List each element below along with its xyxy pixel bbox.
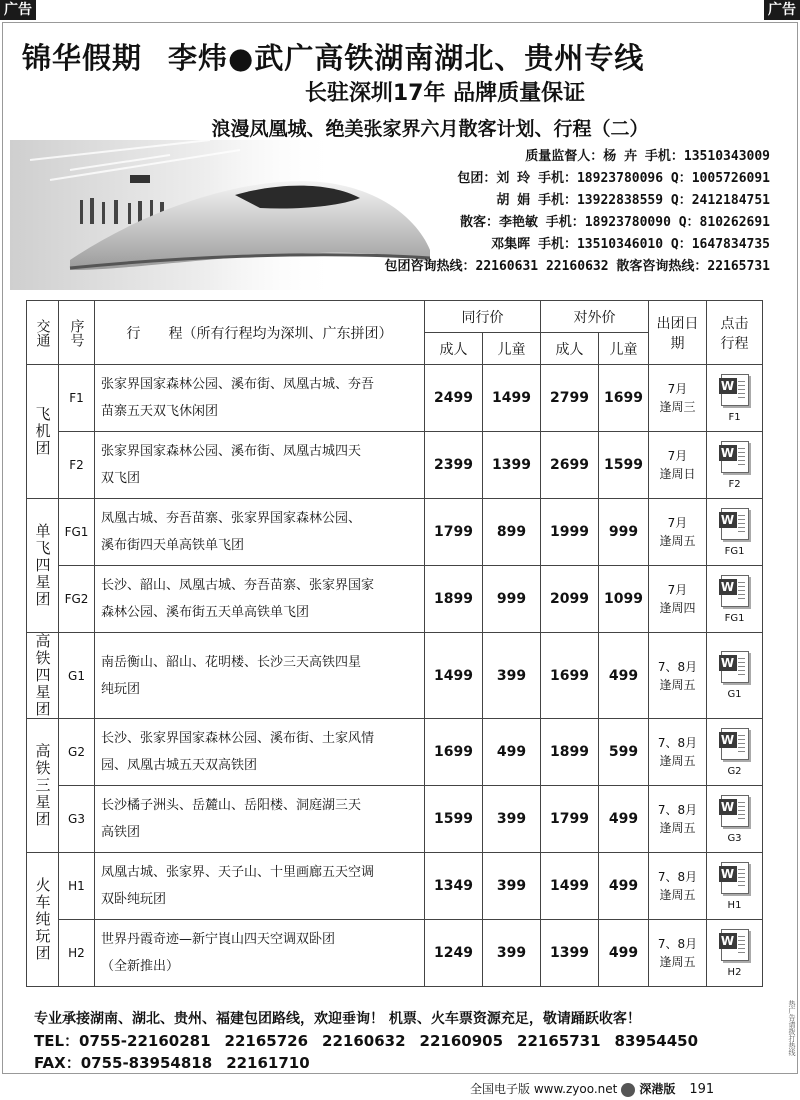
doc-lines xyxy=(738,869,745,887)
transport-mode: 飞机团 xyxy=(27,365,59,499)
route-line: 森林公园、溪布街五天单高铁单飞团 xyxy=(101,605,310,620)
departure-date xyxy=(649,853,707,920)
word-w-glyph: W xyxy=(719,655,737,671)
slogan: 长驻深圳17年 品牌质量保证 xyxy=(304,81,586,106)
peer-adult-price: 2499 xyxy=(425,365,483,432)
transport-mode: 高铁四星团 xyxy=(27,633,59,719)
public-child-price: 999 xyxy=(599,499,649,566)
departure-date xyxy=(649,566,707,633)
route-line: 苗寨五天双飞休闲团 xyxy=(101,404,219,419)
peer-adult-price: 1499 xyxy=(425,633,483,719)
table-row xyxy=(27,786,763,853)
public-child-price: 1099 xyxy=(599,566,649,633)
peer-child-price: 499 xyxy=(483,719,541,786)
public-adult-price: 1699 xyxy=(541,633,599,719)
date-line: 7月 xyxy=(667,449,688,463)
date-line: 7月 xyxy=(667,516,688,530)
route-line: 园、凤凰古城五天双高铁团 xyxy=(101,758,258,773)
itinerary-file-label[interactable]: H1 xyxy=(727,899,742,911)
doc-lines xyxy=(738,802,745,820)
date-line: 逢周五 xyxy=(659,754,696,768)
route-line: 凤凰古城、夯吾苗寨、张家界国家森林公园、 xyxy=(101,511,362,526)
doc-lines xyxy=(738,515,745,533)
peer-adult-price: 1899 xyxy=(425,566,483,633)
public-child-price: 499 xyxy=(599,786,649,853)
route-line: 双卧纯玩团 xyxy=(101,892,167,907)
word-document-icon[interactable] xyxy=(721,651,749,683)
tel-number: 22160905 xyxy=(419,1032,504,1050)
tel-number: 0755-22160281 xyxy=(79,1032,211,1050)
doc-lines xyxy=(738,735,745,753)
footer-tagline: 专业承接湖南、湖北、贵州、福建包团路线，欢迎垂询！ 机票、火车票资源充足，敬请踊跃收客！ xyxy=(34,1011,641,1027)
doc-lines xyxy=(738,582,745,600)
public-adult-price: 1399 xyxy=(541,920,599,987)
date-line: 7、8月 xyxy=(657,659,698,674)
header-code: 序号 xyxy=(59,301,95,365)
zyoo-logo-icon xyxy=(621,1083,635,1097)
word-document-icon[interactable] xyxy=(721,728,749,760)
doc-lines xyxy=(738,381,745,399)
itinerary-file-label[interactable]: H2 xyxy=(727,966,742,978)
word-document-icon[interactable] xyxy=(721,575,749,607)
peer-child-price: 399 xyxy=(483,920,541,987)
date-line: 逢周五 xyxy=(659,677,696,692)
tour-table-body xyxy=(27,365,763,987)
departure-date xyxy=(649,719,707,786)
route-line: 张家界国家森林公园、溪布街、凤凰古城、夯吾 xyxy=(101,377,375,392)
tel-number: 22165731 xyxy=(517,1032,601,1050)
word-w-glyph: W xyxy=(719,732,737,748)
date-line: 7、8月 xyxy=(657,937,698,951)
word-w-glyph: W xyxy=(719,512,737,528)
date-line: 逢周四 xyxy=(659,601,696,615)
header-click: 点击行程 xyxy=(707,301,763,365)
peer-child-price: 399 xyxy=(483,853,541,920)
tour-code: G1 xyxy=(59,633,95,719)
tour-table xyxy=(26,300,763,987)
public-child-price: 1599 xyxy=(599,432,649,499)
word-document-icon[interactable] xyxy=(721,508,749,540)
word-w-glyph: W xyxy=(719,378,737,394)
public-child-price: 599 xyxy=(599,719,649,786)
fax-label: FAX： xyxy=(34,1054,81,1072)
header-peer-child: 儿童 xyxy=(483,333,541,365)
itinerary-link[interactable] xyxy=(707,786,763,853)
public-adult-price: 2699 xyxy=(541,432,599,499)
public-child-price: 499 xyxy=(599,853,649,920)
route-line: 双飞团 xyxy=(101,471,141,486)
route-line: 高铁团 xyxy=(101,825,141,840)
ad-tag-left: 广告 xyxy=(0,0,36,20)
word-w-glyph: W xyxy=(719,799,737,815)
tour-code: H2 xyxy=(59,920,95,987)
side-note: 热广告请拨打热线 xyxy=(788,1000,796,1056)
header-peer-price: 同行价 xyxy=(425,301,541,333)
contact-row: 散客：李艳敏 手机：18923780090 Q：810262691 xyxy=(459,215,770,230)
itinerary-file-label[interactable]: FG1 xyxy=(724,612,745,624)
transport-mode: 火车纯玩团 xyxy=(27,853,59,987)
peer-child-price: 1399 xyxy=(483,432,541,499)
tour-route xyxy=(95,499,425,566)
headline xyxy=(22,36,782,77)
hotline-row: 包团咨询热线：22160631 22160632 散客咨询热线：22165731 xyxy=(384,259,770,274)
tour-route xyxy=(95,853,425,920)
peer-child-price: 899 xyxy=(483,499,541,566)
date-line: 7、8月 xyxy=(657,870,698,884)
tour-route xyxy=(95,566,425,633)
subtitle: 浪漫凤凰城、绝美张家界六月散客计划、行程（二） xyxy=(211,118,649,140)
route-line: 凤凰古城、张家界、天子山、十里画廊五天空调 xyxy=(101,865,375,880)
header-public-child: 儿童 xyxy=(599,333,649,365)
tour-code: F1 xyxy=(59,365,95,432)
route-line: 纯玩团 xyxy=(101,681,141,697)
table-row xyxy=(27,719,763,786)
site-url: 全国电子版 www.zyoo.net xyxy=(470,1082,618,1096)
header-mode: 交通 xyxy=(27,301,59,365)
tel-number: 83954450 xyxy=(614,1032,699,1050)
word-document-icon[interactable] xyxy=(721,441,749,473)
date-line: 逢周日 xyxy=(659,467,696,481)
itinerary-link[interactable] xyxy=(707,499,763,566)
doc-lines xyxy=(738,658,745,676)
public-child-price: 499 xyxy=(599,633,649,719)
tour-code: F2 xyxy=(59,432,95,499)
route-line: 长沙橘子洲头、岳麓山、岳阳楼、洞庭湖三天 xyxy=(101,798,362,813)
itinerary-link[interactable] xyxy=(707,719,763,786)
peer-adult-price: 1599 xyxy=(425,786,483,853)
tour-code: FG1 xyxy=(59,499,95,566)
date-line: 7、8月 xyxy=(657,736,698,750)
public-adult-price: 1999 xyxy=(541,499,599,566)
date-line: 逢周五 xyxy=(659,534,696,548)
doc-lines xyxy=(738,936,745,954)
header-route: 行 程（所有行程均为深圳、广东拼团） xyxy=(95,301,425,365)
peer-child-price: 399 xyxy=(483,786,541,853)
header-public-adult: 成人 xyxy=(541,333,599,365)
edition-label: 深港版 xyxy=(639,1082,676,1096)
departure-date xyxy=(649,786,707,853)
date-line: 逢周五 xyxy=(659,955,696,969)
transport-mode: 单飞四星团 xyxy=(27,499,59,633)
tour-code: FG2 xyxy=(59,566,95,633)
public-adult-price: 2799 xyxy=(541,365,599,432)
tour-route xyxy=(95,786,425,853)
itinerary-link[interactable] xyxy=(707,920,763,987)
date-line: 7月 xyxy=(667,583,688,597)
itinerary-link[interactable] xyxy=(707,432,763,499)
tour-route xyxy=(95,920,425,987)
table-row xyxy=(27,633,763,719)
word-document-icon[interactable] xyxy=(721,795,749,827)
word-w-glyph: W xyxy=(719,933,737,949)
fax-number: 0755-83954818 xyxy=(80,1054,213,1072)
footer-tel xyxy=(34,1030,698,1051)
itinerary-link[interactable] xyxy=(707,566,763,633)
contact-list xyxy=(340,146,770,278)
route-line: 长沙、张家界国家森林公园、溪布街、土家风情 xyxy=(101,731,375,746)
route-line: （全新推出） xyxy=(101,959,180,974)
departure-date xyxy=(649,633,707,719)
person-line: 李炜●武广高铁湖南湖北、贵州专线 xyxy=(168,41,645,75)
public-adult-price: 1499 xyxy=(541,853,599,920)
bottom-bar xyxy=(470,1080,714,1097)
tour-code: H1 xyxy=(59,853,95,920)
tour-code: G2 xyxy=(59,719,95,786)
contact-row: 质量监督人：杨 卉 手机：13510343009 xyxy=(525,149,770,164)
departure-date xyxy=(649,365,707,432)
word-w-glyph: W xyxy=(719,445,737,461)
public-adult-price: 1799 xyxy=(541,786,599,853)
fax-number: 22161710 xyxy=(226,1054,310,1072)
tour-route xyxy=(95,633,425,719)
word-document-icon[interactable] xyxy=(721,862,749,894)
table-row xyxy=(27,499,763,566)
itinerary-link[interactable] xyxy=(707,633,763,719)
tel-label: TEL： xyxy=(34,1032,80,1050)
doc-lines xyxy=(738,448,745,466)
route-line: 张家界国家森林公园、溪布街、凤凰古城四天 xyxy=(101,444,362,459)
route-line: 溪布街四天单高铁单飞团 xyxy=(101,538,245,553)
table-row xyxy=(27,432,763,499)
date-line: 逢周五 xyxy=(659,888,696,902)
route-line: 长沙、韶山、凤凰古城、夯吾苗寨、张家界国家 xyxy=(101,578,375,593)
departure-date xyxy=(649,920,707,987)
public-child-price: 1699 xyxy=(599,365,649,432)
contact-row: 邓集晖 手机：13510346010 Q：1647834735 xyxy=(491,237,770,252)
peer-adult-price: 1699 xyxy=(425,719,483,786)
contact-row: 胡 娟 手机：13922838559 Q：2412184751 xyxy=(496,193,770,208)
date-line: 逢周三 xyxy=(659,400,696,414)
transport-mode: 高铁三星团 xyxy=(27,719,59,853)
header-date: 出团日期 xyxy=(649,301,707,365)
peer-child-price: 1499 xyxy=(483,365,541,432)
peer-child-price: 399 xyxy=(483,633,541,719)
tour-code: G3 xyxy=(59,786,95,853)
peer-adult-price: 1249 xyxy=(425,920,483,987)
word-w-glyph: W xyxy=(719,579,737,595)
header-public-price: 对外价 xyxy=(541,301,649,333)
word-document-icon[interactable] xyxy=(721,929,749,961)
tour-route xyxy=(95,432,425,499)
departure-date xyxy=(649,432,707,499)
ad-tag-right: 广告 xyxy=(764,0,800,20)
word-w-glyph: W xyxy=(719,866,737,882)
peer-child-price: 999 xyxy=(483,566,541,633)
table-row xyxy=(27,566,763,633)
tour-route xyxy=(95,719,425,786)
date-line: 逢周五 xyxy=(659,821,696,835)
page-number: 191 xyxy=(689,1082,715,1097)
peer-adult-price: 1799 xyxy=(425,499,483,566)
tel-number: 22165726 xyxy=(224,1032,309,1050)
itinerary-file-label[interactable]: F2 xyxy=(728,478,741,490)
itinerary-file-label[interactable]: G3 xyxy=(727,832,742,844)
peer-adult-price: 1349 xyxy=(425,853,483,920)
contact-row: 包团：刘 玲 手机：18923780096 Q：1005726091 xyxy=(457,171,770,186)
itinerary-file-label[interactable]: F1 xyxy=(728,411,741,423)
date-line: 7月 xyxy=(667,382,688,396)
itinerary-link[interactable] xyxy=(707,365,763,432)
departure-date xyxy=(649,499,707,566)
route-line: 世界丹霞奇迹—新宁崀山四天空调双卧团 xyxy=(101,932,336,947)
tour-route xyxy=(95,365,425,432)
header-peer-adult: 成人 xyxy=(425,333,483,365)
route-line: 南岳衡山、韶山、花明楼、长沙三天高铁四星 xyxy=(101,654,362,670)
itinerary-file-label[interactable]: G1 xyxy=(727,689,742,700)
date-line: 7、8月 xyxy=(657,803,698,817)
word-document-icon[interactable] xyxy=(721,374,749,406)
peer-adult-price: 2399 xyxy=(425,432,483,499)
tel-number: 22160632 xyxy=(322,1032,406,1050)
public-adult-price: 1899 xyxy=(541,719,599,786)
table-row xyxy=(27,853,763,920)
itinerary-link[interactable] xyxy=(707,853,763,920)
public-adult-price: 2099 xyxy=(541,566,599,633)
itinerary-file-label[interactable]: G2 xyxy=(727,765,742,777)
itinerary-file-label[interactable]: FG1 xyxy=(724,545,745,557)
public-child-price: 499 xyxy=(599,920,649,987)
company-name: 锦华假期 xyxy=(22,41,143,75)
table-row xyxy=(27,365,763,432)
table-row xyxy=(27,920,763,987)
footer-fax xyxy=(34,1052,310,1073)
